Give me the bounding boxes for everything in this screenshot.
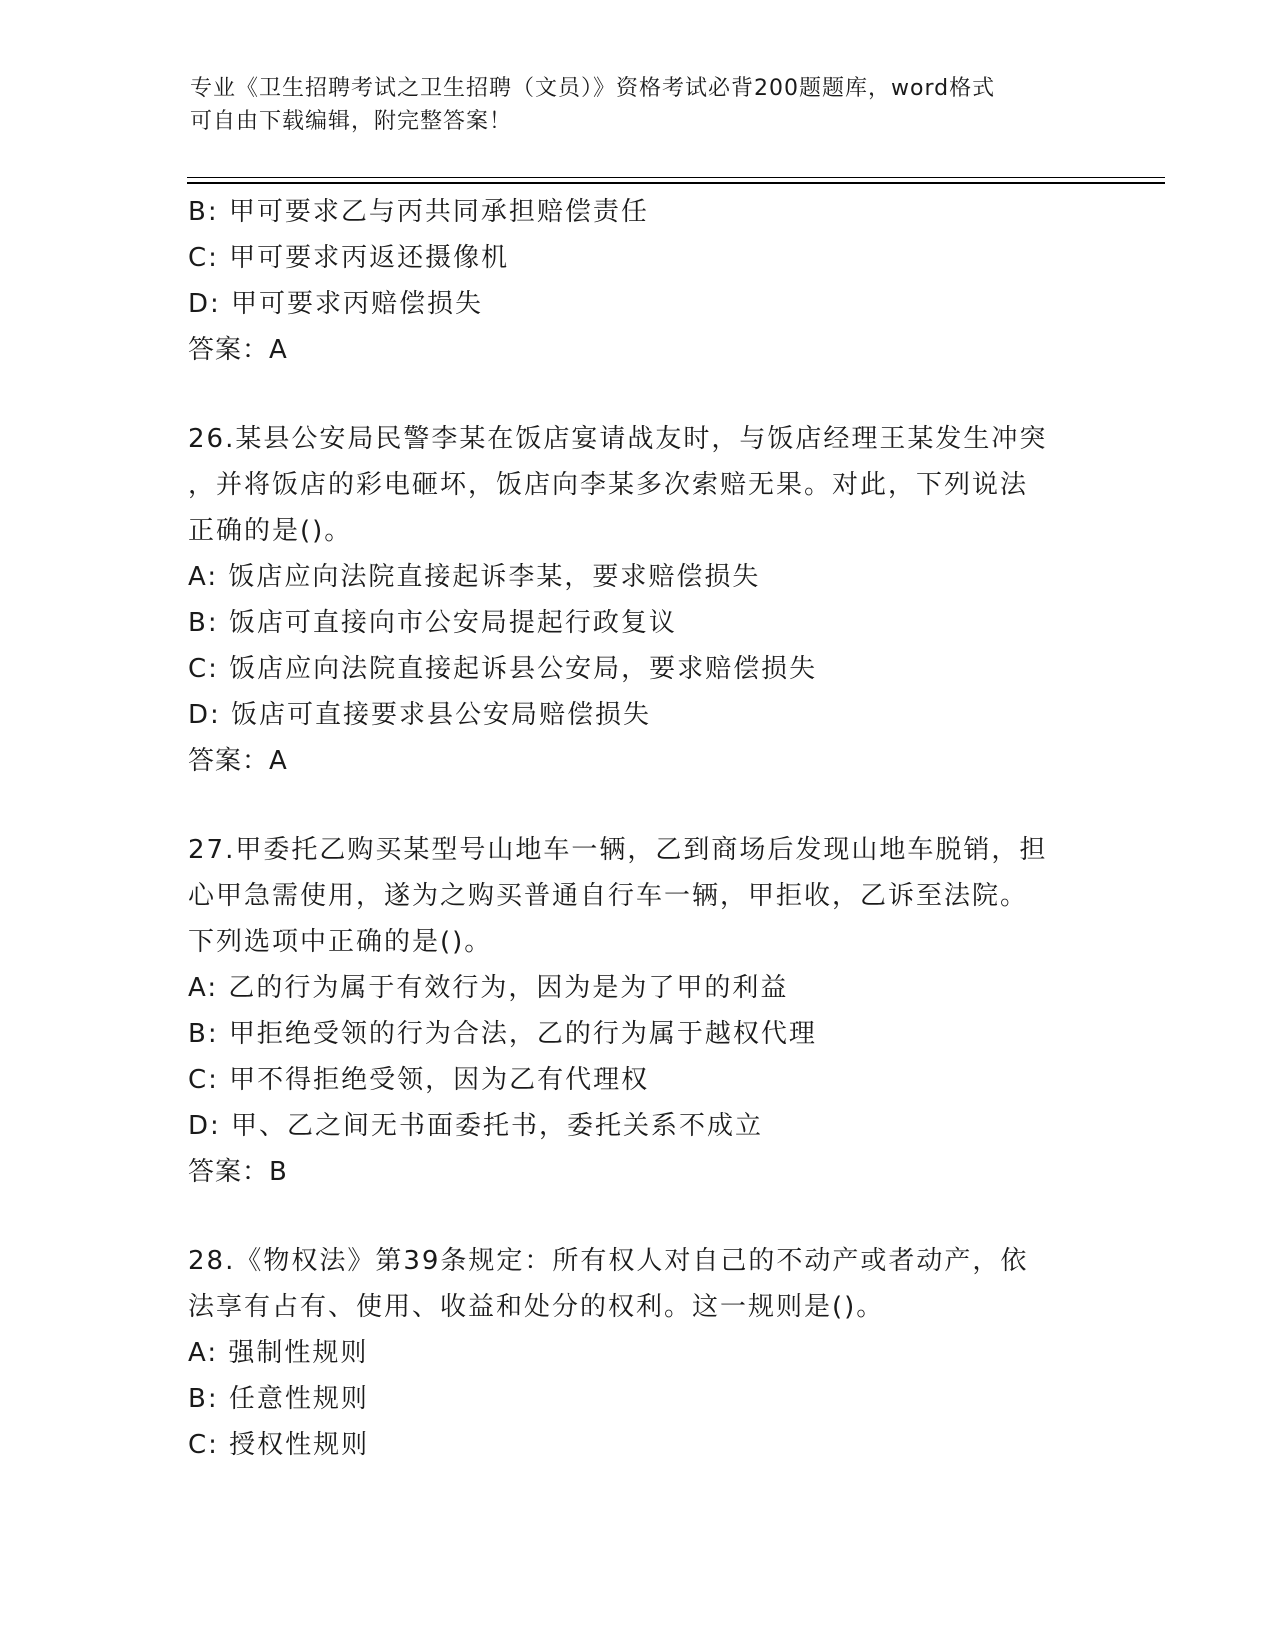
- header-line-1: 专业《卫生招聘考试之卫生招聘（文员）》资格考试必背200题题库，word格式: [190, 76, 996, 101]
- option-line: C: 授权性规则: [188, 1430, 370, 1460]
- option-line: A: 强制性规则: [188, 1338, 369, 1368]
- header-rule-thin: [187, 177, 1165, 178]
- option-line: D: 饭店可直接要求县公安局赔偿损失: [188, 700, 652, 730]
- question-stem-line: ，并将饭店的彩电砸坏，饭店向李某多次索赔无果。对此，下列说法: [188, 470, 1029, 500]
- option-line: D: 甲、乙之间无书面委托书，委托关系不成立: [188, 1111, 764, 1141]
- question-stem-line: 27.甲委托乙购买某型号山地车一辆，乙到商场后发现山地车脱销，担: [188, 835, 1048, 865]
- question-stem-line: 下列选项中正确的是()。: [188, 927, 493, 957]
- header-rule-thick: [187, 182, 1165, 184]
- question-27: [188, 827, 1088, 1195]
- page-header: [190, 72, 1090, 138]
- option-line: B: 甲可要求乙与丙共同承担赔偿责任: [188, 197, 649, 227]
- option-line: A: 饭店应向法院直接起诉李某，要求赔偿损失: [188, 562, 761, 592]
- answer-line: 答案：B: [188, 1157, 288, 1187]
- question-stem-line: 26.某县公安局民警李某在饭店宴请战友时，与饭店经理王某发生冲突: [188, 424, 1048, 454]
- question-25-continuation: [188, 189, 1088, 373]
- question-stem-line: 心甲急需使用，遂为之购买普通自行车一辆，甲拒收，乙诉至法院。: [188, 881, 1029, 911]
- answer-line: 答案：A: [188, 746, 288, 776]
- option-line: B: 任意性规则: [188, 1384, 369, 1414]
- option-line: C: 甲可要求丙返还摄像机: [188, 243, 510, 273]
- header-line-2: 可自由下载编辑，附完整答案！: [190, 109, 513, 134]
- document-body: [188, 189, 1088, 1468]
- option-line: C: 甲不得拒绝受领，因为乙有代理权: [188, 1065, 650, 1095]
- option-line: A: 乙的行为属于有效行为，因为是为了甲的利益: [188, 973, 789, 1003]
- option-line: D: 甲可要求丙赔偿损失: [188, 289, 484, 319]
- question-28: [188, 1238, 1088, 1468]
- question-stem-line: 28.《物权法》第39条规定：所有权人对自己的不动产或者动产，依: [188, 1246, 1029, 1276]
- question-26: [188, 416, 1088, 784]
- answer-line: 答案：A: [188, 335, 288, 365]
- question-stem-line: 正确的是()。: [188, 516, 353, 546]
- option-line: B: 甲拒绝受领的行为合法，乙的行为属于越权代理: [188, 1019, 817, 1049]
- option-line: B: 饭店可直接向市公安局提起行政复议: [188, 608, 677, 638]
- option-line: C: 饭店应向法院直接起诉县公安局，要求赔偿损失: [188, 654, 818, 684]
- question-stem-line: 法享有占有、使用、收益和处分的权利。这一规则是()。: [188, 1292, 885, 1322]
